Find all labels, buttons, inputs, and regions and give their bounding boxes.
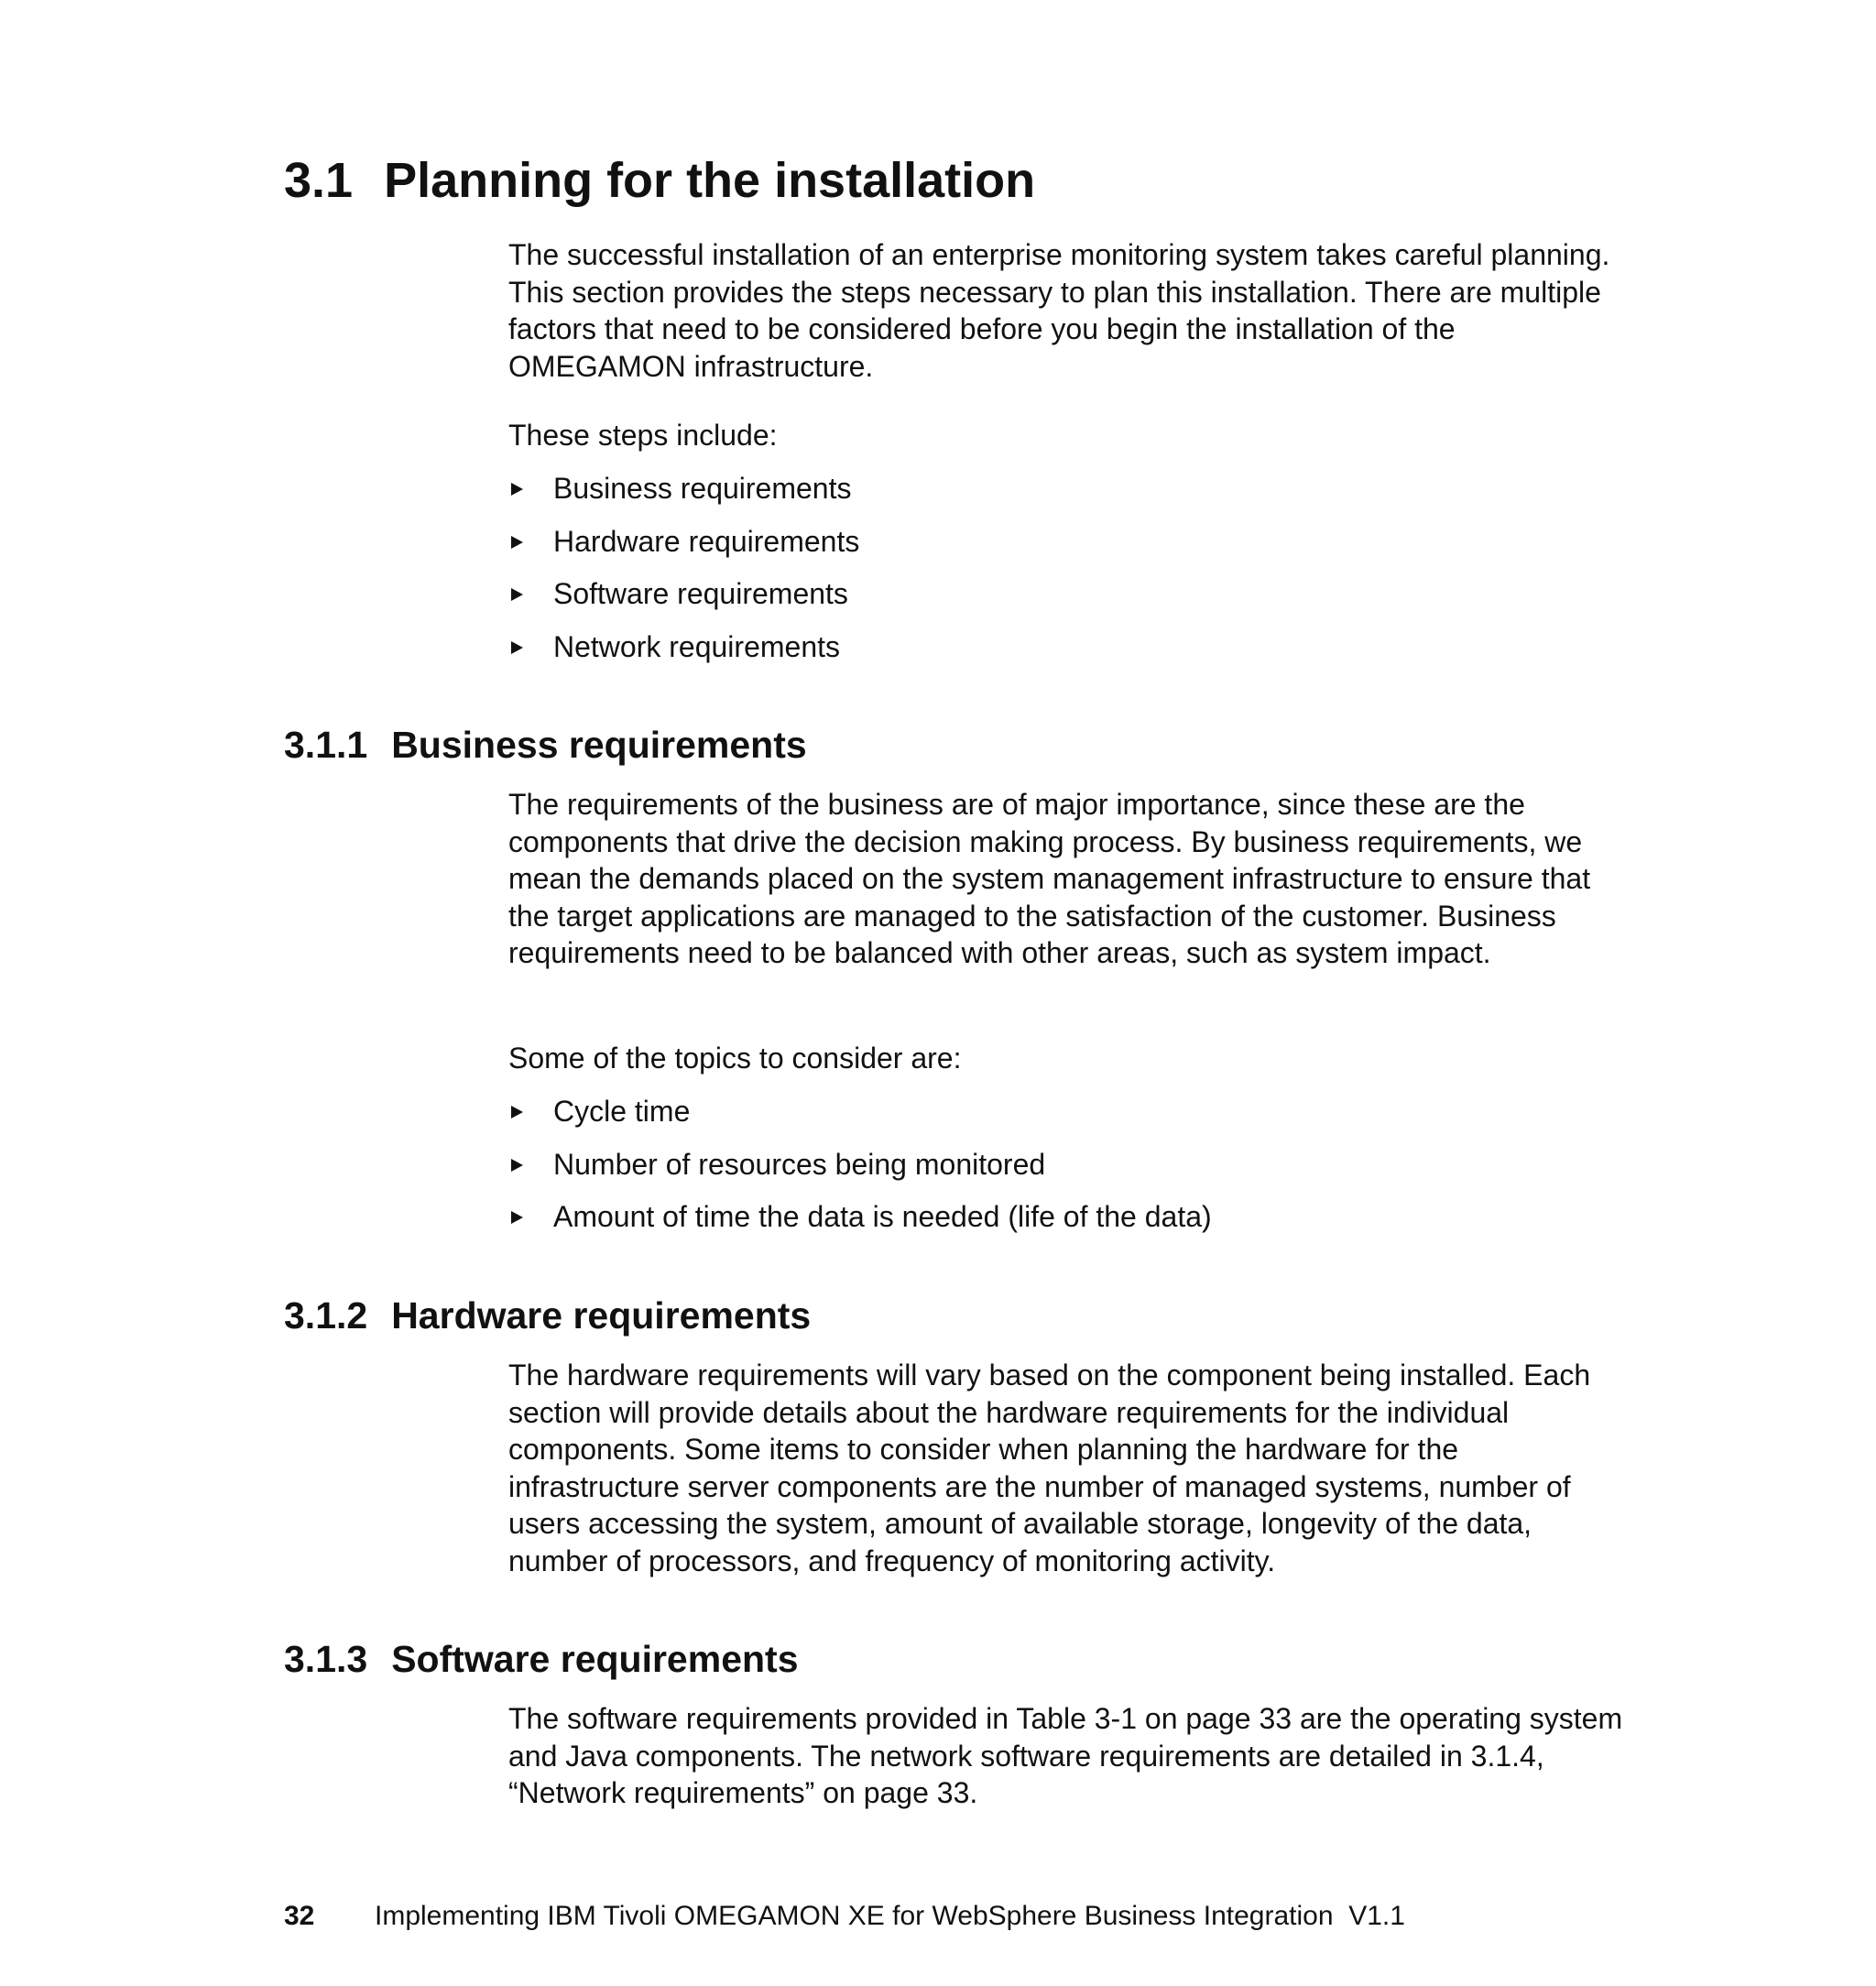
topics-list bbox=[508, 1093, 1212, 1251]
subsection-title: Hardware requirements bbox=[391, 1294, 812, 1337]
list-item: Amount of time the data is needed (life of the data) bbox=[508, 1198, 1212, 1251]
steps-lead-text: These steps include: bbox=[508, 419, 778, 452]
section-title: Planning for the installation bbox=[384, 153, 1036, 208]
topics-lead-text: Some of the topics to consider are: bbox=[508, 1042, 962, 1075]
software-requirements-paragraph: The software requirements provided in Table 3-1 on page 33 are the operating system and Java components. The network software requirements are detailed in 3.1.4, “Network requirements” on page 33. bbox=[508, 1702, 1623, 1810]
bullet-triangle-icon bbox=[511, 588, 523, 601]
bullet-triangle-icon bbox=[511, 1159, 523, 1172]
hardware-requirements-heading bbox=[284, 1290, 811, 1341]
section-number: 3.1 bbox=[284, 153, 354, 208]
bullet-triangle-icon bbox=[511, 536, 523, 549]
subsection-title: Software requirements bbox=[391, 1638, 799, 1680]
subsection-number: 3.1.2 bbox=[284, 1294, 368, 1337]
software-requirements-heading bbox=[284, 1633, 799, 1685]
list-item: Software requirements bbox=[508, 575, 859, 628]
subsection-number: 3.1.1 bbox=[284, 724, 368, 766]
section-heading bbox=[284, 148, 1035, 213]
bullet-triangle-icon bbox=[511, 1211, 523, 1224]
list-item: Hardware requirements bbox=[508, 523, 859, 576]
list-item: Network requirements bbox=[508, 628, 859, 682]
list-item: Number of resources being monitored bbox=[508, 1146, 1212, 1199]
list-item: Business requirements bbox=[508, 470, 859, 523]
business-requirements-paragraph: The requirements of the business are of major importance, since these are the components that drive the decision making process. By business requirements, we mean the demands placed on the system management infrastructure to ensure that the target applications are managed to the satisfaction of the customer. Business requirements need to be balanced with other areas, such as system impact. bbox=[508, 788, 1591, 970]
steps-list bbox=[508, 470, 859, 681]
list-item: Cycle time bbox=[508, 1093, 1212, 1146]
page-footer bbox=[284, 1898, 1405, 1935]
business-requirements-heading bbox=[284, 719, 807, 770]
book-title: Implementing IBM Tivoli OMEGAMON XE for WebSphere Business Integration V1.1 bbox=[375, 1901, 1405, 1931]
hardware-requirements-paragraph: The hardware requirements will vary based on the component being installed. Each section will provide details about the hardware requirements for the individual components. Some items to consider when planning the hardware for the infrastructure server components are the number of managed systems, number of users accessing the system, amount of available storage, longevity of the data, number of processors, and frequency of monitoring activity. bbox=[508, 1359, 1591, 1577]
page-number: 32 bbox=[284, 1901, 315, 1931]
bullet-triangle-icon bbox=[511, 1106, 523, 1118]
subsection-title: Business requirements bbox=[391, 724, 807, 766]
subsection-number: 3.1.3 bbox=[284, 1638, 368, 1680]
bullet-triangle-icon bbox=[511, 641, 523, 654]
section-intro-paragraph: The successful installation of an enterprise monitoring system takes careful planning. This section provides the steps necessary to plan this installation. There are multiple factors that need to be considered before you begin the installation of the OMEGAMON infrastructure. bbox=[508, 238, 1610, 383]
bullet-triangle-icon bbox=[511, 483, 523, 496]
